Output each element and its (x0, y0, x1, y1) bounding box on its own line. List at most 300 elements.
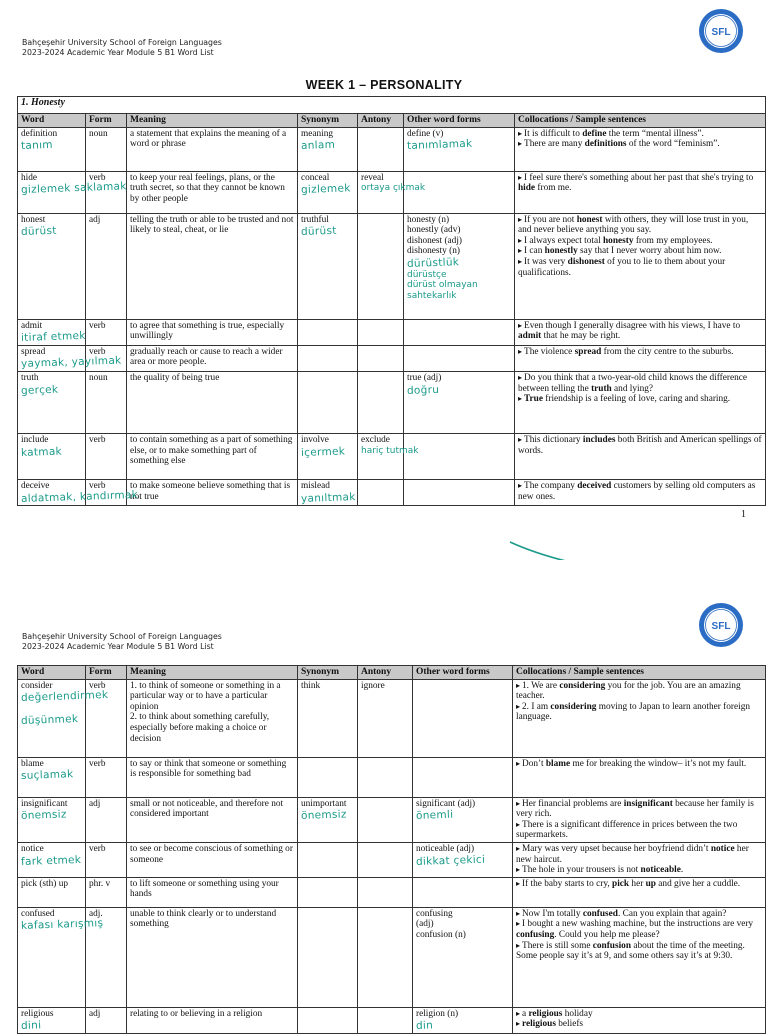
sentence-text: The company (524, 480, 578, 491)
handwritten-translation: dürüst olmayan (407, 280, 478, 291)
sample-sentence (516, 941, 762, 962)
cell-antonym (358, 797, 413, 842)
cell-meaning (127, 907, 298, 1007)
cell-synonym (298, 842, 358, 877)
cell-collocations (513, 679, 766, 757)
sentence-text: I always expect total (524, 235, 604, 246)
sample-sentence (518, 129, 762, 140)
sentence-keyword: honesty (603, 235, 634, 246)
cell-synonym (298, 877, 358, 907)
col-header-other-forms: Other word forms (404, 114, 515, 128)
handwritten-translation: doğru (406, 383, 440, 397)
sentence-text: both British and American spellings of words. (518, 434, 762, 456)
sample-sentence (516, 799, 762, 820)
handwritten-translation: katmak (20, 445, 63, 459)
handwritten-translation: aldatmak, kandırmak (20, 488, 139, 505)
sentence-text: 1. We are (522, 680, 560, 691)
sentence-text: customers by selling old computers as new ones. (518, 480, 756, 502)
col-header-synonym-2: Synonym (298, 666, 358, 680)
cell-antonym (358, 345, 404, 371)
meaning-text: to see or become conscious of something or someone (130, 843, 293, 865)
sentence-text: and give her a cuddle. (655, 878, 741, 889)
col-header-meaning: Meaning (127, 114, 298, 128)
cell-word (18, 877, 86, 907)
table-row (18, 679, 766, 757)
page-2-rows (18, 679, 766, 1033)
meaning-text: 1. to think of someone or something in a particular way or to have a particular opinion (130, 680, 281, 712)
other-form-text: confusing (416, 908, 453, 919)
cell-word (18, 127, 86, 171)
handwritten-translation: din (415, 1019, 434, 1033)
word-text: admit (21, 320, 43, 331)
sentence-keyword: dishonest (567, 256, 605, 267)
col-header-other-forms-2: Other word forms (413, 666, 513, 680)
meaning-text: to say or think that someone or something is responsible for something bad (130, 758, 287, 780)
sentence-keyword: hide (518, 183, 536, 194)
sentence-text: I bought a new washing machine, but the instructions are very (522, 919, 754, 930)
sentence-text: from me. (535, 183, 572, 194)
cell-collocations (513, 757, 766, 797)
word-text: pick (sth) up (21, 878, 68, 889)
cell-synonym (298, 345, 358, 371)
cell-form: adj (86, 213, 127, 319)
cell-other-forms (413, 757, 513, 797)
cell-meaning (127, 679, 298, 757)
handwritten-translation: önemli (415, 808, 454, 823)
cell-synonym (298, 171, 358, 213)
sentence-text: It was very (524, 256, 568, 267)
handwritten-translation: kafası karışmış (20, 917, 104, 933)
cell-other-forms (413, 907, 513, 1007)
cell-antonym (358, 679, 413, 757)
cell-collocations (515, 433, 766, 479)
handwritten-translation: hariç tutmak (361, 445, 419, 456)
cell-collocations (515, 479, 766, 505)
cell-form: adj. (86, 907, 127, 1007)
cell-synonym (298, 757, 358, 797)
sentence-keyword: considering (559, 680, 606, 691)
table-row (18, 757, 766, 797)
cell-form: verb (86, 679, 127, 757)
antonym-text: ignore (361, 680, 385, 691)
cell-synonym (298, 127, 358, 171)
sentence-text: Now I'm totally (522, 908, 583, 919)
sfl-logo (698, 8, 744, 54)
meaning-text: 2. to think about something carefully, especially before making a choice or decision (130, 712, 270, 744)
cell-collocations (515, 319, 766, 345)
word-text: blame (21, 758, 44, 769)
cell-collocations (513, 797, 766, 842)
handwritten-translation: dürüstçe (407, 269, 447, 280)
meaning-text: gradually reach or cause to reach a wider area or more people. (130, 346, 283, 368)
handwritten-translation: yaymak, yayılmak (20, 354, 122, 371)
cell-other-forms (413, 842, 513, 877)
table-row (18, 213, 766, 319)
cell-meaning (127, 319, 298, 345)
sentence-keyword: define (582, 128, 607, 139)
page-1-rows (18, 127, 766, 506)
sentence-text: I feel sure there's something about her past that she's trying to (524, 172, 754, 183)
cell-form: verb (86, 171, 127, 213)
sentence-keyword: considering (550, 701, 597, 712)
sentence-keyword: up (645, 878, 656, 889)
col-header-antonym-2: Antony (358, 666, 413, 680)
cell-other-forms (413, 877, 513, 907)
cell-other-forms (404, 433, 515, 479)
col-header-form-2: Form (86, 666, 127, 680)
header-module: 2023-2024 Academic Year Module 5 B1 Word List (22, 48, 214, 57)
sentence-keyword: noticeable (640, 865, 681, 876)
synonym-text: think (301, 680, 321, 691)
cell-form: adj (86, 1007, 127, 1033)
sample-sentence (518, 373, 762, 394)
sample-sentence (518, 394, 762, 405)
section-title: 1. Honesty (18, 97, 766, 114)
cell-collocations (515, 345, 766, 371)
sample-sentence (518, 173, 762, 194)
sentence-keyword: pick (612, 878, 630, 889)
cell-collocations (513, 907, 766, 1007)
word-text: insignificant (21, 798, 68, 809)
sentence-keyword: blame (545, 758, 571, 769)
sentence-text: Her financial problems are (522, 798, 624, 809)
cell-synonym (298, 213, 358, 319)
cell-word (18, 757, 86, 797)
word-list-table-page-1 (17, 96, 766, 506)
sentence-text: Don’t (522, 758, 546, 769)
handwritten-translation: tanım (20, 139, 54, 153)
cell-collocations (515, 127, 766, 171)
word-text: spread (21, 346, 46, 357)
cell-antonym (358, 757, 413, 797)
synonym-text: conceal (301, 172, 330, 183)
sentence-keyword: confusion (592, 940, 631, 951)
cell-word (18, 319, 86, 345)
handwritten-translation: tanımlamak (406, 137, 473, 153)
cell-other-forms (413, 1007, 513, 1033)
sentence-text: If you are not (524, 214, 577, 225)
other-form-text: honestly (adv) (407, 225, 461, 236)
sentence-text: There is still some (522, 940, 593, 951)
other-form-text: noticeable (adj) (416, 843, 475, 854)
synonym-text: meaning (301, 128, 334, 139)
sentence-keyword: religious (522, 1019, 556, 1030)
cell-antonym (358, 877, 413, 907)
handwritten-translation: dini (20, 1019, 42, 1033)
handwritten-translation: sahtekarlık (407, 290, 457, 301)
handwritten-translation: gizlemek (300, 182, 351, 197)
word-text: consider (21, 680, 53, 691)
cell-antonym (358, 171, 426, 213)
cell-antonym (358, 213, 404, 319)
handwritten-translation: önemsiz (300, 808, 347, 823)
cell-meaning (127, 127, 298, 171)
sentence-keyword: True (524, 394, 543, 405)
handwritten-translation: dürüstlük (406, 256, 460, 270)
word-text: truth (21, 372, 39, 383)
cell-form: noun (86, 127, 127, 171)
other-form-text: significant (adj) (416, 798, 476, 809)
other-form-text: honesty (n) (407, 214, 450, 225)
word-text: religious (21, 1008, 54, 1019)
sentence-text: a (522, 1008, 529, 1019)
cell-meaning (127, 1007, 298, 1033)
cell-antonym (358, 842, 413, 877)
sentence-text: Even though I generally disagree with his views, I have to (524, 320, 741, 331)
sentence-text: of you to lie to them about your qualifications. (518, 256, 726, 278)
sentence-text: from the city centre to the suburbs. (601, 346, 734, 357)
col-header-meaning-2: Meaning (127, 666, 298, 680)
handwritten-translation: dürüst (20, 224, 57, 239)
cell-word (18, 797, 86, 842)
cell-word (18, 842, 86, 877)
handwritten-translation: değerlendirmek (20, 689, 109, 705)
sentence-keyword: includes (582, 434, 616, 445)
cell-meaning (127, 345, 298, 371)
meaning-text: the quality of being true (130, 372, 220, 383)
word-text: deceive (21, 480, 50, 491)
other-form-text: (adj) (416, 919, 434, 930)
sample-sentence (518, 215, 762, 236)
cell-form: verb (86, 842, 127, 877)
cell-meaning (127, 479, 298, 505)
document-page-2 (0, 600, 768, 1033)
sentence-keyword: honestly (544, 246, 578, 257)
sample-sentence (516, 820, 762, 841)
handwritten-translation: düşünmek (20, 712, 79, 727)
sample-sentence (518, 246, 762, 257)
sentence-text: Do you think that a two-year-old child knows the difference between telling the (518, 372, 747, 394)
antonym-text: exclude (361, 434, 390, 445)
sentence-text: say that I never worry about him now. (577, 246, 722, 257)
cell-word (18, 433, 86, 479)
meaning-text: to contain something as a part of something else, or to make something part of something else (130, 434, 293, 467)
handwritten-translation: itiraf etmek (20, 329, 86, 345)
sentence-text: There are many (524, 139, 585, 150)
cell-collocations (513, 877, 766, 907)
sentence-text: The violence (524, 346, 575, 357)
cell-other-forms (404, 213, 515, 319)
cell-form: verb (86, 319, 127, 345)
meaning-text: small or not noticeable, and therefore not considered important (130, 798, 284, 820)
col-header-collocations: Collocations / Sample sentences (515, 114, 766, 128)
cell-antonym (358, 127, 404, 171)
sample-sentence (518, 236, 762, 247)
sentence-text: . Can you explain that again? (617, 908, 727, 919)
sentence-text: of the word “feminism”. (626, 139, 720, 150)
sentence-text: the term “mental illness”. (606, 128, 704, 139)
word-text: honest (21, 214, 46, 225)
sample-sentence (516, 1009, 762, 1020)
sentence-keyword: notice (710, 843, 735, 854)
cell-other-forms (413, 797, 513, 842)
handwritten-translation: içermek (300, 445, 346, 459)
header-module-2: 2023-2024 Academic Year Module 5 B1 Word List (22, 642, 214, 651)
cell-collocations (513, 1007, 766, 1033)
sentence-text: . (680, 865, 684, 876)
sentence-keyword: confused (582, 908, 618, 919)
sample-sentence (516, 759, 762, 770)
table-row (18, 907, 766, 1007)
cell-word (18, 371, 86, 433)
col-header-word: Word (18, 114, 86, 128)
page-gap (0, 560, 768, 600)
cell-other-forms (404, 479, 515, 505)
sentence-text: 2. I am (522, 701, 551, 712)
cell-meaning (127, 213, 298, 319)
sentence-keyword: religious (528, 1008, 563, 1019)
cell-antonym (358, 479, 404, 505)
cell-meaning (127, 171, 298, 213)
table-row (18, 842, 766, 877)
handwritten-translation: dürüst (300, 224, 337, 239)
cell-meaning (127, 757, 298, 797)
meaning-text: to lift someone or something using your hands (130, 878, 279, 900)
cell-synonym (298, 371, 358, 433)
meaning-text: relating to or believing in a religion (130, 1008, 263, 1019)
sample-sentence (516, 702, 762, 723)
sample-sentence (518, 481, 762, 502)
cell-meaning (127, 877, 298, 907)
table-row (18, 345, 766, 371)
sentence-text: It is difficult to (524, 128, 583, 139)
cell-meaning (127, 797, 298, 842)
sample-sentence (516, 919, 762, 940)
table-row (18, 319, 766, 345)
col-header-collocations-2: Collocations / Sample sentences (513, 666, 766, 680)
meaning-text: to keep your real feelings, plans, or the truth secret, so that they cannot be known by other people (130, 172, 285, 204)
sentence-text: because her family is very rich. (516, 798, 754, 820)
cell-form: verb (86, 433, 127, 479)
word-text: include (21, 434, 49, 445)
other-form-text: religion (n) (416, 1008, 459, 1019)
cell-meaning (127, 371, 298, 433)
meaning-text: telling the truth or able to be trusted and not likely to steal, cheat, or lie (130, 214, 294, 236)
sentence-keyword: deceived (577, 480, 612, 491)
page-title: WEEK 1 – PERSONALITY (305, 78, 463, 92)
header-institution: Bahçeşehir University School of Foreign Languages (22, 38, 222, 47)
logo-text-2: SFL (711, 621, 731, 632)
word-text: definition (21, 128, 58, 139)
sample-sentence (516, 1019, 762, 1030)
other-form-text: confusion (n) (416, 929, 466, 940)
sentence-text: and lying? (611, 383, 654, 394)
cell-other-forms (404, 319, 515, 345)
synonym-text: involve (301, 434, 329, 445)
meaning-text: to agree that something is true, especially unwillingly (130, 320, 285, 342)
synonym-text: mislead (301, 480, 330, 491)
cell-form: verb (86, 479, 127, 505)
cell-synonym (298, 1007, 358, 1033)
col-header-word-2: Word (18, 666, 86, 680)
sample-sentence (518, 321, 762, 342)
sentence-text: about the time of the meeting. Some people say it’s at 9, and some others say it’s at 9:30. (516, 940, 745, 962)
cell-form: noun (86, 371, 127, 433)
synonym-text: unimportant (301, 798, 347, 809)
cell-other-forms (404, 371, 515, 433)
sample-sentence (518, 139, 762, 150)
sample-sentence (516, 909, 762, 920)
table-row (18, 127, 766, 171)
other-form-text: true (adj) (407, 372, 442, 383)
meaning-text: unable to think clearly or to understand something (130, 908, 277, 930)
header-row (18, 114, 766, 128)
sentence-keyword: definitions (584, 139, 627, 150)
sentence-text: holiday (562, 1008, 593, 1019)
sentence-keyword: honest (576, 214, 603, 225)
handwritten-translation: anlam (300, 138, 336, 153)
header-row-2 (18, 666, 766, 680)
cell-synonym (298, 433, 358, 479)
cell-synonym (298, 479, 358, 505)
cell-form: phr. v (86, 877, 127, 907)
sentence-keyword: truth (591, 383, 612, 394)
sample-sentence (516, 844, 762, 865)
sentence-text: The hole in your trousers is not (522, 865, 641, 876)
handwritten-translation: suçlamak (20, 768, 74, 783)
col-header-antonym: Antony (358, 114, 404, 128)
sentence-text: There is a significant difference in prices between the two supermarkets. (516, 819, 738, 841)
cell-synonym (298, 679, 358, 757)
logo-text: SFL (711, 27, 731, 38)
sentence-text: with others, they will lose trust in you, and never believe anything you say. (518, 214, 749, 236)
cell-collocations (515, 171, 766, 213)
word-text: confused (21, 908, 55, 919)
col-header-form: Form (86, 114, 127, 128)
cell-form: adj (86, 797, 127, 842)
sentence-text: If the baby starts to cry, (522, 878, 613, 889)
table-row (18, 433, 766, 479)
cell-word (18, 1007, 86, 1033)
cell-antonym (358, 433, 419, 479)
sentence-text: that he may be right. (541, 331, 621, 342)
sample-sentence (518, 257, 762, 278)
word-text: hide (21, 172, 38, 183)
cell-other-forms (404, 345, 515, 371)
cell-synonym (298, 907, 358, 1007)
cell-collocations (515, 213, 766, 319)
cell-synonym (298, 797, 358, 842)
cell-antonym (358, 319, 404, 345)
handwritten-translation: yanıltmak (300, 490, 356, 505)
antonym-text: reveal (361, 172, 384, 183)
sentence-text: This dictionary (524, 434, 583, 445)
sentence-keyword: spread (574, 346, 602, 357)
synonym-text: truthful (301, 214, 329, 225)
handwritten-translation: dikkat çekici (415, 853, 486, 868)
word-text: notice (21, 843, 44, 854)
meaning-text: to make someone believe something that is not true (130, 480, 291, 502)
handwritten-translation: ortaya çıkmak (361, 183, 426, 194)
col-header-synonym: Synonym (298, 114, 358, 128)
sentence-text: moving to Japan to learn another foreign language. (516, 701, 751, 723)
cell-antonym (358, 371, 404, 433)
sample-sentence (518, 347, 762, 358)
sample-sentence (518, 435, 762, 456)
sentence-text: from my employees. (633, 235, 713, 246)
sentence-text: I can (524, 246, 545, 257)
handwritten-translation: fark etmek (20, 853, 82, 868)
handwritten-translation: önemsiz (20, 808, 67, 823)
cell-meaning (127, 433, 298, 479)
sentence-text: beliefs (555, 1019, 584, 1030)
sentence-keyword: admit (518, 331, 542, 342)
page-number: 1 (741, 509, 746, 520)
sample-sentence (516, 879, 762, 890)
table-row (18, 1007, 766, 1033)
cell-collocations (515, 371, 766, 433)
meaning-text: a statement that explains the meaning of a word or phrase (130, 128, 287, 150)
